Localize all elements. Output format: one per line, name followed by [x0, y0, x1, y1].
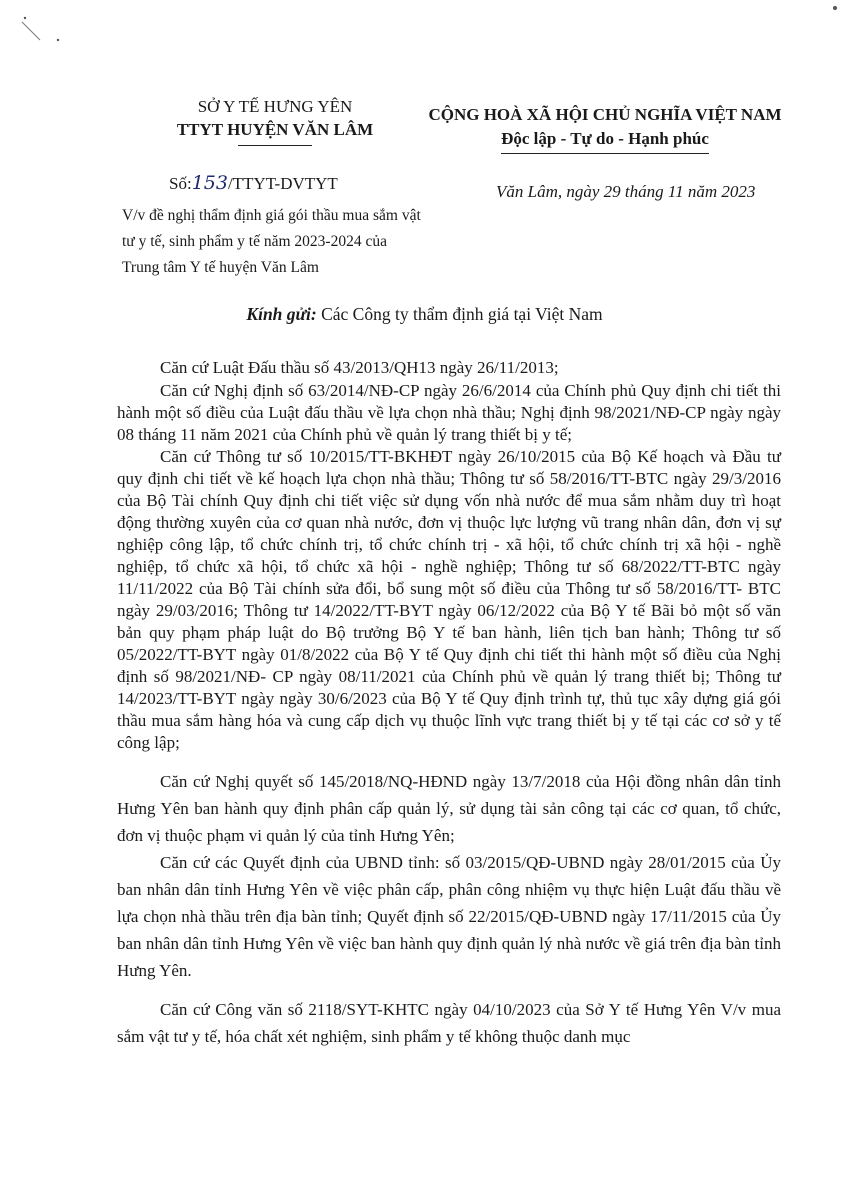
- body-paragraph: Căn cứ Công văn số 2118/SYT-KHTC ngày 04/10/2023 của Sở Y tế Hưng Yên V/v mua sắm vật tư y tế, hóa chất xét nghiệm, sinh phẩm y tế không thuộc danh mục: [117, 1000, 781, 1046]
- document-number: [169, 172, 338, 194]
- body-paragraph: Căn cứ Nghị quyết số 145/2018/NQ-HĐND ngày 13/7/2018 của Hội đồng nhân dân tỉnh Hưng Yên ban hành quy định phân cấp quản lý, sử dụng tài sản công tại các cơ quan, tổ chức, đơn vị thuộc phạm vi quản lý của tỉnh Hưng Yên;: [117, 772, 781, 845]
- document-subject: V/v đề nghị thẩm định giá gói thầu mua sắm vật tư y tế, sinh phẩm y tế năm 2023-2024 của Trung tâm Y tế huyện Văn Lâm: [122, 207, 421, 276]
- recipient-label: Kính gửi:: [246, 304, 317, 324]
- recipient-text: Các Công ty thẩm định giá tại Việt Nam: [316, 304, 603, 324]
- document-body: [117, 356, 781, 1050]
- issuing-organization-block: [140, 96, 410, 146]
- scan-speck-marks: [20, 12, 60, 52]
- organization-underline: [238, 145, 312, 146]
- country-name: CỘNG HOÀ XÃ HỘI CHỦ NGHĨA VIỆT NAM: [428, 105, 782, 124]
- organization-name: TTYT HUYỆN VĂN LÂM: [176, 120, 374, 139]
- body-paragraph: Căn cứ Nghị định số 63/2014/NĐ-CP ngày 26/6/2014 của Chính phủ Quy định chi tiết thi hành một số điều của Luật đấu thầu về lựa chọn nhà thầu; Nghị định 98/2021/NĐ-CP ngày ngày 08 tháng 11 năm 2021 của Chính phủ về quản lý trang thiết bị y tế;: [117, 381, 781, 444]
- document-number-prefix: Số:: [169, 174, 192, 193]
- national-motto-block: [420, 104, 790, 154]
- body-paragraph: Căn cứ Luật Đấu thầu số 43/2013/QH13 ngày 26/11/2013;: [160, 358, 559, 377]
- body-paragraph: Căn cứ Thông tư số 10/2015/TT-BKHĐT ngày 26/10/2015 của Bộ Kế hoạch và Đầu tư quy định chi tiết về kế hoạch lựa chọn nhà thầu; Thông tư số 58/2016/TT-BTC ngày 29/3/2016 của Bộ Tài chính Quy định chi tiết việc sử dụng vốn nhà nước để mua sắm nhằm duy trì hoạt động thường xuyên của cơ quan nhà nước, đơn vị thuộc lực lượng vũ trang nhân dân, đơn vị sự nghiệp công lập, tổ chức chính trị, tổ chức chính trị - xã hội, tổ chức chính trị xã hội - nghề nghiệp, tổ chức xã hội, tổ chức xã hội - nghề nghiệp; Thông tư số 68/2022/TT-BTC ngày 11/11/2022 của Bộ Tài chính sửa đổi, bổ sung một số điều của Thông tư số 58/2016/TT- BTC ngày 29/03/2016; Thông tư 14/2022/TT-BYT ngày 06/12/2022 của Bộ Y tế Bãi bỏ một số văn bản quy phạm pháp luật do Bộ trưởng Bộ Y tế ban hành, liên tịch ban hành; Thông tư số 05/2022/TT-BYT ngày 01/8/2022 của Bộ Y tế Quy định chi tiết thi hành một số điều của Nghị định số 98/2021/NĐ- CP ngày 08/11/2021 của Chính phủ về quản lý trang thiết bị; Thông tư 14/2023/TT-BYT ngày ngày 30/6/2023 của Bộ Y tế Quy định trình tự, thủ tục xây dựng giá gói thầu mua sắm hàng hóa và cung cấp dịch vụ thuộc lĩnh vực trang thiết bị y tế tại các cơ sở y tế công lập;: [117, 447, 781, 752]
- date-line: Văn Lâm, ngày 29 tháng 11 năm 2023: [496, 182, 756, 201]
- national-motto: Độc lập - Tự do - Hạnh phúc: [501, 126, 709, 154]
- parent-organization: SỞ Y TẾ HƯNG YÊN: [197, 97, 353, 116]
- document-number-handwritten: 153: [191, 172, 228, 194]
- document-number-suffix: /TTYT-DVTYT: [227, 174, 338, 193]
- body-paragraph: Căn cứ các Quyết định của UBND tỉnh: số 03/2015/QĐ-UBND ngày 28/01/2015 của Ủy ban nhân dân tỉnh Hưng Yên về việc phân cấp, phân công nhiệm vụ thực hiện Luật đấu thầu về lựa chọn nhà thầu trên địa bàn tỉnh; Quyết định số 22/2015/QĐ-UBND ngày 17/11/2015 của Ủy ban nhân dân tỉnh Hưng Yên về việc ban hành quy định quản lý nhà nước về giá trên địa bàn tỉnh Hưng Yên.: [117, 853, 781, 980]
- recipient-line: [0, 304, 849, 325]
- scan-corner-dot: [833, 6, 837, 10]
